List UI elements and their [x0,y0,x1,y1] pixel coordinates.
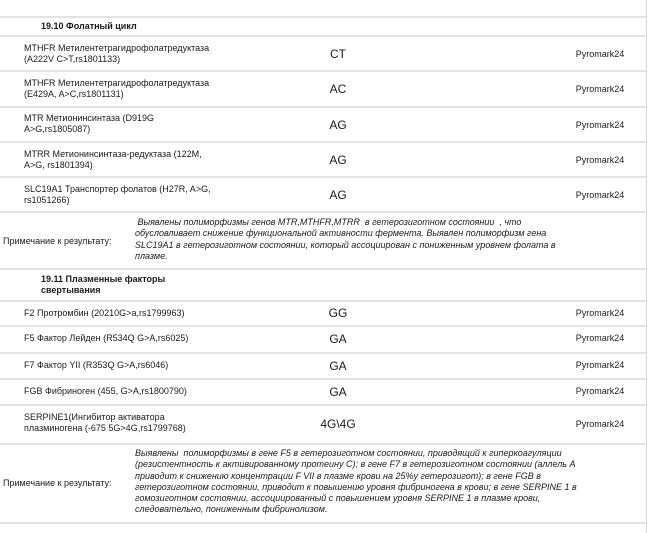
test-name-line2: (A222V C>T,rs1801133) [24,54,121,64]
test-name [24,149,284,171]
section-header-plasma [0,268,646,300]
test-name [24,113,284,135]
note-line: приводит к снижению концентрации F VII в плазме крови на 25%у гетерозигот); в гене FGB в [135,470,541,481]
test-name: F7 Фактор YII (R353Q G>A,rs6046) [24,360,169,370]
test-name-line2: A>G, rs1801394) [24,160,93,170]
test-name-line1: SLC19A1 Транспортер фолатов (H27R, A>G, [24,184,211,194]
section-title-line1: 19.11 Плазменные факторы [41,274,166,284]
note-line: (резистентность к активированному протеину С); в гене F7 в гетерозиготном состоянии (аллель А [135,459,576,470]
test-name-line1: MTHFR Метилентетрагидрофолатредуктаза [24,43,210,53]
note-text [135,448,641,516]
note-text [135,217,641,262]
test-name-line1: SERPINE1(Ингибитор активатора [24,412,165,422]
result-note-row [0,211,646,268]
test-name [24,78,284,100]
note-line: обусловливает снижение функциональной активности фермента. Выявлен полиморфизм гена [135,228,547,239]
note-line: SLC19A1 в гетерозиготном состоянии, который ассоциирован с пониженным уровнем фолата в [135,239,556,250]
method-value: Pyromark24 [575,49,625,59]
section-title-line2: свертывания [41,285,101,295]
result-value: 4G\4G [320,417,356,431]
test-name-line1: MTR Метионинсинтаза (D919G [24,113,154,123]
table-row [0,106,646,141]
note-line: гомозиготном состоянии, ассоциированный с повышением уровня SERPINE 1 в плазме крови, [135,493,541,504]
table-row [0,378,646,404]
result-value: AG [329,118,347,132]
note-line: следовательно, пониженным фибринолизом. [135,504,328,515]
table-row [0,176,646,211]
test-name [24,43,284,65]
test-name: F2 Протромбин (20210G>a,rs1799963) [24,308,185,318]
note-label: Примечание к результату: [3,478,112,488]
result-value: AG [329,188,347,202]
note-line: Выявлены полиморфизмы генов MTR,MTHFR,MTRR в гетерозиготном состоянии , что [135,217,522,227]
test-name [24,184,284,206]
method-value: Pyromark24 [575,360,625,370]
result-value: CT [330,47,346,61]
section-title [41,274,165,296]
table-row [0,35,646,70]
test-name: FGB Фибриноген (455, G>A,rs1800790) [24,386,187,396]
method-value: Pyromark24 [575,155,625,165]
note-line: плазме. [135,250,168,261]
result-value: GA [329,359,347,373]
method-value: Pyromark24 [575,308,625,318]
result-value: AG [329,153,347,167]
section-header-folate [0,16,646,35]
table-row [0,300,646,325]
note-line: гетерозиготном состоянии, приводит к повышению уровня фибриногена в крови; в гене SERPINE 1 в [135,481,577,492]
section-title: 19.10 Фолатный цикл [41,21,137,31]
table-row [0,141,646,176]
test-name-line2: rs1051266) [24,195,70,205]
test-name-line2: плазминогена (-675 5G>4G,rs1799768) [24,423,186,433]
test-name-line2: A>G,rs1805087) [24,124,91,134]
test-name: F5 Фактор Лейден (R534Q G>A,rs6025) [24,333,189,343]
method-value: Pyromark24 [575,120,625,130]
result-note-row [0,443,646,524]
method-value: Pyromark24 [575,386,625,396]
table-row [0,70,646,106]
test-name [24,412,284,434]
test-name-line2: (E429A, A>C,rs1801131) [24,89,124,99]
method-value: Pyromark24 [575,84,625,94]
note-label: Примечание к результату: [3,236,112,246]
table-row [0,325,646,352]
method-value: Pyromark24 [575,419,625,429]
result-value: AC [329,82,347,96]
result-value: GA [329,332,347,346]
test-name-line1: MTHFR Метилентетрагидрофолатредуктаза [24,78,210,88]
method-value: Pyromark24 [575,333,625,343]
table-row [0,352,646,378]
result-value: GA [329,385,347,399]
table-row [0,404,646,443]
test-name-line1: MTRR Метионинсинтаза-редуктаза (122M, [24,149,202,159]
note-line: Выявлены полиморфизмы в гене F5 в гетерозиготном состоянии, приводящий к гиперкоагуляции [135,448,562,458]
method-value: Pyromark24 [575,190,625,200]
result-value: GG [328,306,348,320]
